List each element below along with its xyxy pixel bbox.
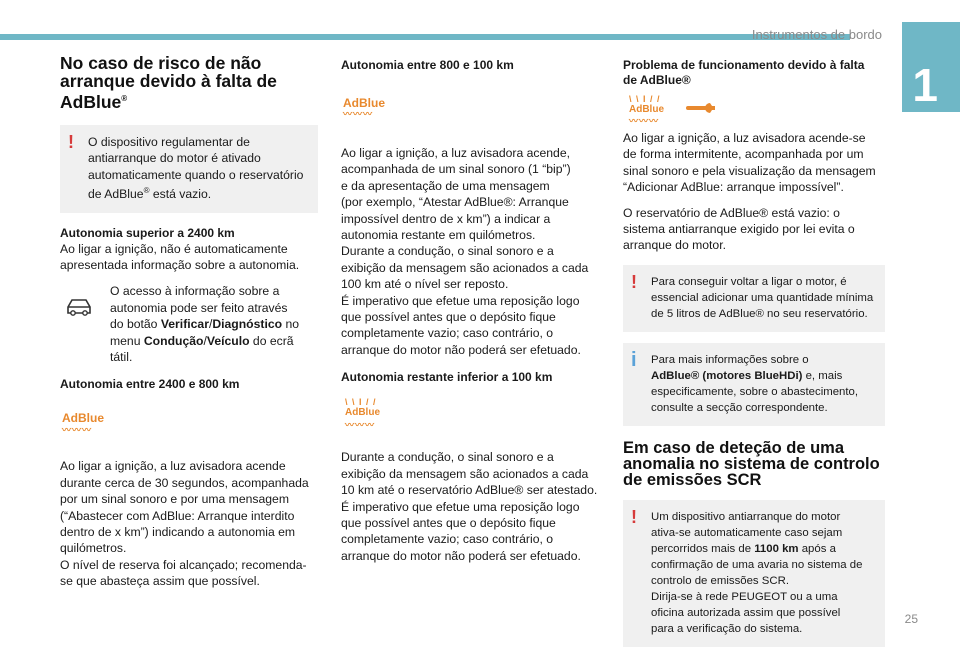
column-3 — [623, 54, 885, 647]
warning-icon: ! — [631, 506, 637, 527]
page-number: 25 — [904, 612, 918, 626]
paragraph-problem: Ao ligar a ignição, a luz avisadora acende-se de forma intermitente, acompanhada por um sinal sonoro e pela visualização da mensagem “Adicionar AdBlue: arranque impossível”. — [623, 131, 876, 195]
heading-above-2400: Autonomia superior a 2400 km — [60, 225, 235, 240]
adblue-flashing-icon: \ \ I / / AdBlue 〰〰〰 — [345, 397, 380, 430]
heading-problem: Problema de funcionamento devido à falta de AdBlue® — [623, 58, 865, 87]
adblue-icon: AdBlue 〰〰〰 — [343, 96, 385, 120]
warning-box-scr: ! Um dispositivo antiarranque do motor ativa-se automaticamente caso sejam percorridos mais de 1100 km após a confirmação de uma avaria no sistema de controlo de emissões SCR. Dirija-se à rede PEUGEOT ou a uma oficina autorizada assim que possível para a verificação do sistema. — [623, 500, 885, 647]
warning-icon: ! — [68, 131, 74, 152]
section-title: Instrumentos de bordo — [751, 27, 882, 42]
adblue-flashing-icon: \ \ I / / AdBlue 〰〰〰 — [629, 93, 664, 127]
paragraph-empty: O reservatório de AdBlue® está vazio: o sistema antiarranque exigido por lei evita o arranque do motor. — [623, 205, 855, 253]
warning-icon: ! — [631, 271, 637, 292]
info-box: i Para mais informações sobre o AdBlue® (motores BlueHDi) e, mais especificamente, sobre o abastecimento, consulte a secção correspondente. — [623, 343, 885, 426]
wrench-icon — [686, 101, 720, 119]
paragraph-800-100: Ao ligar a ignição, a luz avisadora acende, acompanhada de um sinal sonoro (1 “bip”) e da apresentação de uma mensagem (por exemplo, “Atestar AdBlue®: Arranque impossível dentro de x km”) a indicar a autonomia restante em quilómetros. Durante a condução, o sinal sonoro e a exibição da mensagem são acionados a cada 100 km até o nível ser reposto. É imperativo que efetue uma reposição logo que possível antes que o depósito fique completamente vazio; caso contrário, o arranque do motor não poderá ser efetuado. — [341, 146, 589, 357]
paragraph-below-100: Durante a condução, o sinal sonoro e a exibição da mensagem são acionados a cada 10 km até o reservatório AdBlue® ser atestado. É imperativo que efetue uma reposição logo que possível antes que o depósito fique completamente vazio; caso contrário, o arranque do motor não poderá ser efetuado. — [341, 450, 598, 563]
chapter-number: 1 — [912, 59, 938, 111]
heading-2400-800: Autonomia entre 2400 e 800 km — [60, 377, 240, 392]
heading-800-100: Autonomia entre 800 e 100 km — [341, 58, 514, 72]
column-2 — [341, 54, 601, 564]
adblue-icon: AdBlue 〰〰〰 — [62, 411, 104, 435]
heading-no-start-risk: No caso de risco de não arranque devido à falta de AdBlue® — [60, 53, 277, 112]
info-icon: i — [631, 348, 637, 371]
warning-box-refill: ! Para conseguir voltar a ligar o motor, é essencial adicionar uma quantidade mínima de 5 litros de AdBlue® no seu reservatório. — [623, 265, 885, 332]
chapter-tab — [902, 22, 960, 112]
paragraph-2400-800: Ao ligar a ignição, a luz avisadora acende durante cerca de 30 segundos, acompanhada por um sinal sonoro e por uma mensagem (“Abastecer com AdBlue: Arranque interdito dentro de x km”) indicando a autonomia em quilómetros. O nível de reserva foi alcançado; recomenda- se que abasteça assim que possível. — [60, 459, 309, 589]
car-note: O acesso à informação sobre a autonomia pode ser feito através do botão Verificar/Diagnóstico no menu Condução/Veículo do ecrã tátil. — [60, 283, 318, 365]
warning-box: ! O dispositivo regulamentar de antiarranque do motor é ativado automaticamente quando o reservatório de AdBlue® está vazio. — [60, 125, 318, 213]
heading-scr-anomaly: Em caso de deteção de uma anomalia no sistema de controlo de emissões SCR — [623, 438, 880, 489]
column-1: No caso de risco de não arranque devido à falta de AdBlue® ! O dispositivo regulamentar de antiarranque do motor é ativado automaticamente quando o reservatório de AdBlue® está vazio. Autonomia superior a 2400 km Ao ligar a ignição, não é automaticamente apresentada informação sobre a autonomia. O acesso à informação sobre a autonomia pode ser feito através do botão Verificar/Diagnóstico no menu Condução/Veículo do ecrã tátil. Autonomia entre 2400 e 800 km AdBlue 〰〰〰 Ao ligar a ignição, a luz avisadora acende durante cerca de 30 segundos, acompanhada por um sinal sonoro e por uma mensagem (“Abastecer com AdBlue: Arranque interdito dentro de x km”) indicando a autonomia em quilómetros. O nível de reserva foi alcançado; recomenda- se que abasteça assim que possível. — [60, 54, 318, 590]
car-icon — [60, 283, 110, 321]
heading-below-100: Autonomia restante inferior a 100 km — [341, 370, 553, 385]
header-bar — [0, 34, 850, 40]
